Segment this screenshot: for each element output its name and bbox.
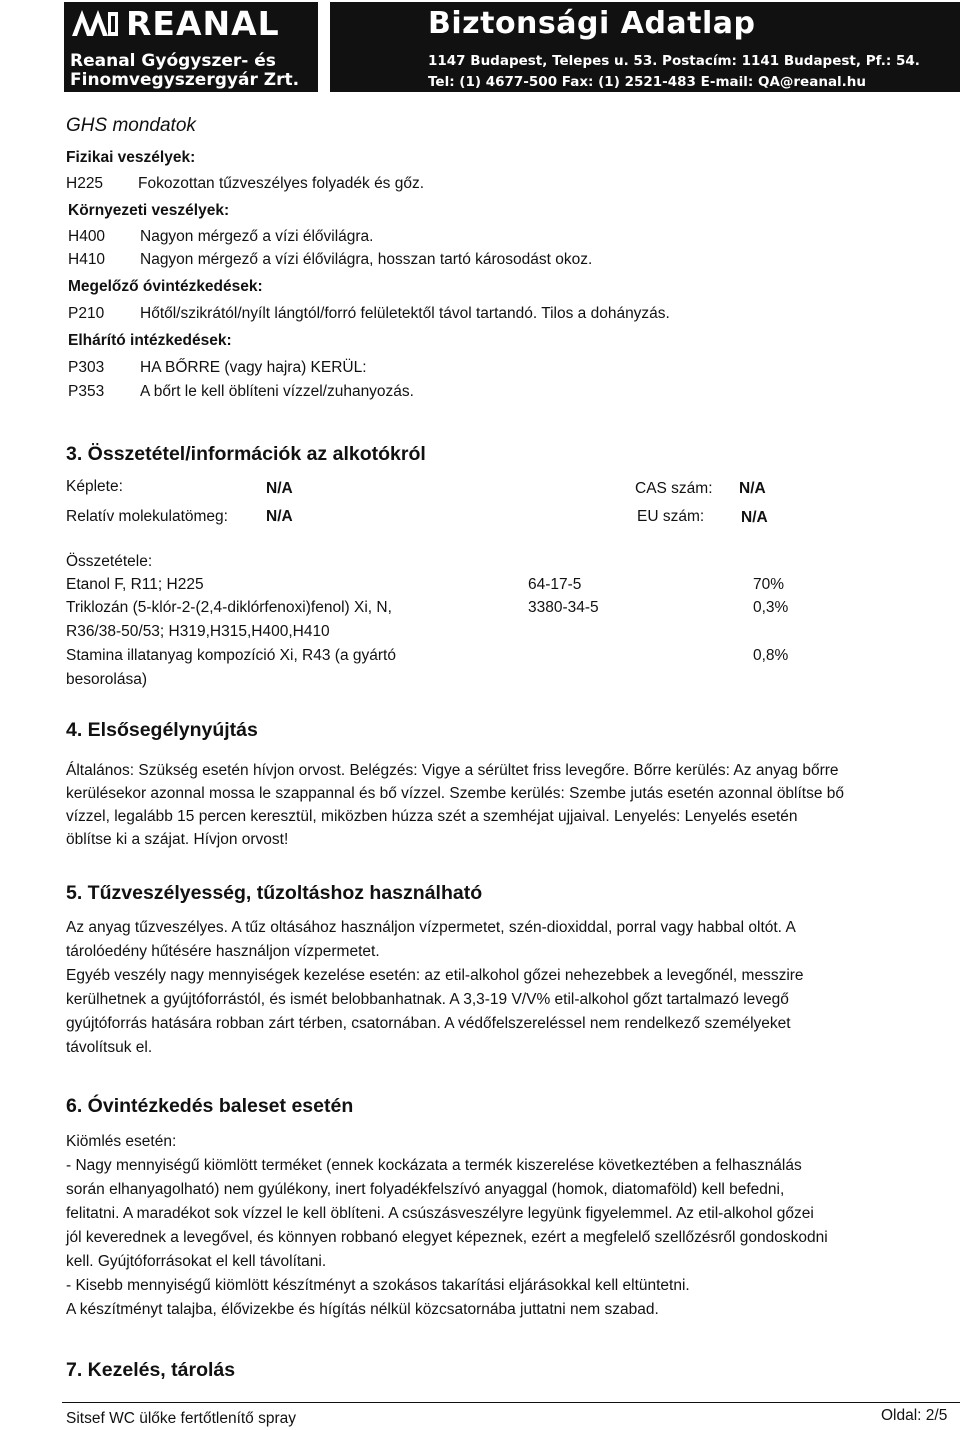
footer-product-name: Sitsef WC ülőke fertőtlenítő spray	[66, 1410, 297, 1427]
component-percent: 70%	[753, 576, 785, 593]
section-3-title: 3. Összetétel/információk az alkotókról	[66, 443, 426, 465]
cas-value: N/A	[739, 480, 766, 497]
component-cas: 3380-34-5	[528, 599, 599, 616]
paragraph-line: kerülhetnek a gyújtóforrástól, és ismét belobbanhatnak. A 3,3-19 V/V% etil-alkohol gőzt tartalmazó levegő	[66, 991, 789, 1008]
hazard-text: Fokozottan tűzveszélyes folyadék és gőz.	[138, 175, 425, 192]
precaution-title: Megelőző óvintézkedések:	[68, 278, 263, 295]
section-6-title: 6. Óvintézkedés baleset esetén	[66, 1095, 354, 1117]
section-7-title: 7. Kezelés, tárolás	[66, 1359, 236, 1381]
response-code: P303	[68, 359, 105, 376]
paragraph-line: jól keverednek a levegővel, és könnyen robbanó elegyet képeznek, ezért a megfelelő szellőzésről gondoskodni	[66, 1229, 828, 1246]
component-percent: 0,8%	[753, 647, 789, 664]
paragraph-line: vízzel, legalább 15 percen keresztül, miközben húzza szét a szemhéjat ujjaival. Lenyelés: Lenyelés esetén	[66, 808, 798, 825]
component-name: Stamina illatanyag kompozíció Xi, R43 (a gyártó	[66, 647, 396, 664]
formula-label: Képlete:	[66, 478, 123, 495]
paragraph-line: tárolóedény hűtésére használjon vízpermetet.	[66, 943, 380, 960]
component-name-cont: R36/38-50/53; H319,H315,H400,H410	[66, 623, 330, 640]
hazard-code: H400	[68, 228, 106, 245]
response-text: HA BŐRRE (vagy hajra) KERÜL:	[140, 359, 367, 376]
component-name: Etanol F, R11; H225	[66, 576, 204, 593]
physical-hazards-title: Fizikai veszélyek:	[66, 149, 196, 166]
paragraph-line: gyújtóforrás hatására robban zárt térben, csatornában. A védőfelszereléssel nem rendelkező személyeket	[66, 1015, 791, 1032]
paragraph-line: A készítményt talajba, élővizekbe és hígítás nélkül közcsatornába juttatni nem szabad.	[66, 1301, 659, 1318]
contact-line: Tel: (1) 4677-500 Fax: (1) 2521-483 E-mail: QA@reanal.hu	[428, 74, 867, 90]
cas-label: CAS szám:	[635, 480, 713, 497]
paragraph-line: során elhanyagolható) nem gyúlékony, inert folyadékfelszívó anyaggal (homok, diatomaföld) kell befedni,	[66, 1181, 785, 1198]
paragraph-line: Kiömlés esetén:	[66, 1133, 177, 1150]
paragraph-line: Egyéb veszély nagy mennyiségek kezelése esetén: az etil-alkohol gőzei nehezebbek a levegőnél, messzire	[66, 967, 804, 984]
paragraph-line: kell. Gyújtóforrásokat el kell távolítani.	[66, 1253, 327, 1270]
paragraph-line: öblítse ki a szájat. Hívjon orvost!	[66, 831, 289, 848]
response-text: A bőrt le kell öblíteni vízzel/zuhanyozás.	[140, 383, 414, 400]
address-line: 1147 Budapest, Telepes u. 53. Postacím: 1141 Budapest, Pf.: 54.	[428, 53, 920, 69]
section-5-title: 5. Tűzveszélyesség, tűzoltáshoz használható	[66, 882, 483, 904]
eu-label: EU szám:	[637, 508, 705, 525]
ghs-title: GHS mondatok	[66, 115, 196, 136]
composition-label: Összetétele:	[66, 553, 153, 570]
paragraph-line: - Kisebb mennyiségű kiömlött készítményt a szokásos takarítási eljárásokkal kell eltüntetni.	[66, 1277, 690, 1294]
paragraph-line: kerülésekor azonnal mossa le szappannal és bő vízzel. Szembe kerülés: Szembe jutás esetén azonnal öblítse bő	[66, 785, 845, 802]
company-name-line1: Reanal Gyógyszer- és	[70, 51, 276, 71]
component-cas: 64-17-5	[528, 576, 582, 593]
hazard-code: H225	[66, 175, 104, 192]
env-hazards-title: Környezeti veszélyek:	[68, 202, 230, 219]
paragraph-line: Általános: Szükség esetén hívjon orvost. Belégzés: Vigye a sérültet friss levegőre. Bőrre kerülés: Az anyag bőrre	[66, 762, 839, 779]
formula-value: N/A	[266, 480, 293, 497]
footer-divider	[62, 1402, 960, 1403]
hazard-text: Nagyon mérgező a vízi élővilágra.	[140, 228, 374, 245]
component-name: Triklozán (5-klór-2-(2,4-diklórfenoxi)fenol) Xi, N,	[66, 599, 392, 616]
component-name-cont: besorolása)	[66, 671, 147, 688]
precaution-code: P210	[68, 305, 105, 322]
logo-wordmark: REANAL	[126, 4, 280, 43]
eu-value: N/A	[741, 509, 768, 526]
response-code: P353	[68, 383, 105, 400]
company-logo-block	[64, 2, 318, 92]
reanal-logo-icon	[70, 8, 120, 38]
paragraph-line: felitatni. A maradékot sok vízzel le kell öblíteni. A csúszásveszélyre legyünk figyelemmel. Az etil-alkohol gőzei	[66, 1205, 814, 1222]
response-title: Elhárító intézkedések:	[68, 332, 232, 349]
header-banner	[330, 2, 960, 92]
hazard-code: H410	[68, 251, 106, 268]
document-title: Biztonsági Adatlap	[428, 6, 756, 41]
footer-page-number: Oldal: 2/5	[881, 1407, 948, 1424]
paragraph-line: távolítsuk el.	[66, 1039, 153, 1056]
section-4-title: 4. Elsősegélynyújtás	[66, 719, 258, 741]
hazard-text: Nagyon mérgező a vízi élővilágra, hosszan tartó károsodást okoz.	[140, 251, 593, 268]
company-name-line2: Finomvegyszergyár Zrt.	[70, 70, 300, 90]
mw-label: Relatív molekulatömeg:	[66, 508, 228, 525]
paragraph-line: Az anyag tűzveszélyes. A tűz oltásához használjon vízpermetet, szén-dioxiddal, porral vagy habbal oltót. A	[66, 919, 796, 936]
component-percent: 0,3%	[753, 599, 789, 616]
paragraph-line: - Nagy mennyiségű kiömlött terméket (ennek kockázata a termék kiszerelése következtében a felhasználás	[66, 1157, 802, 1174]
mw-value: N/A	[266, 508, 293, 525]
precaution-text: Hőtől/szikrától/nyílt lángtól/forró felületektől távol tartandó. Tilos a dohányzás.	[140, 305, 670, 322]
